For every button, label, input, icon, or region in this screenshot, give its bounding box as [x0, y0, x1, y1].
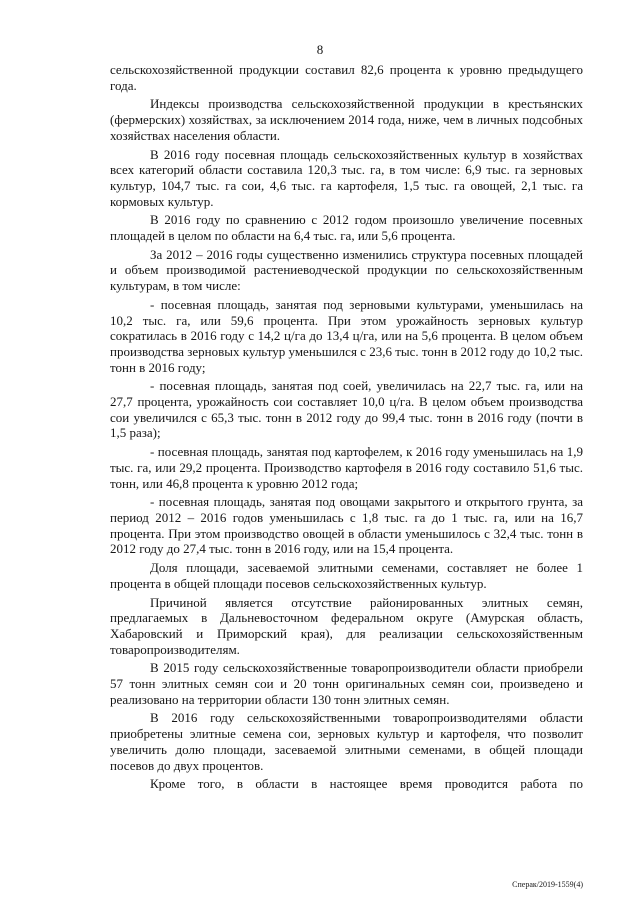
paragraph-area-increase: В 2016 году по сравнению с 2012 годом произошло увеличение посевных площадей в целом по области на 6,4 тыс. га, или 5,6 процента.: [110, 212, 583, 244]
document-body: [110, 62, 583, 795]
paragraph-moreover: Кроме того, в области в настоящее время проводится работа по: [150, 776, 583, 792]
paragraph-continuation: сельскохозяйственной продукции составил 82,6 процента к уровню предыдущего года.: [110, 62, 583, 93]
paragraph-2016-purchases: В 2016 году сельскохозяйственными товаропроизводителями области приобретены элитные семена сои, зерновых культур и картофеля, что позволит увеличить долю площади, засеваемой элитными семенами, в общей площади посевов до двух процентов.: [110, 710, 583, 773]
list-item-soy: - посевная площадь, занятая под соей, увеличилась на 22,7 тыс. га, или на 27,7 процента, урожайность сои составляет 10,0 ц/га. В целом объем производства сои увеличился с 65,3 тыс. тонн в 2012 году до 99,4 тыс. тонн в 2016 году (почти в 1,5 раза);: [110, 378, 583, 441]
paragraph-2015-purchases: В 2015 году сельскохозяйственные товаропроизводители области приобрели 57 тонн элитных семян сои и 20 тонн оригинальных семян сои, произведено и реализовано на территории области 130 тонн элитных семян.: [110, 660, 583, 707]
paragraph-structure-changes: За 2012 – 2016 годы существенно изменились структура посевных площадей и объем производимой растениеводческой продукции по сельскохозяйственным культурам, в том числе:: [110, 246, 583, 294]
list-item-potato: - посевная площадь, занятая под картофелем, к 2016 году уменьшилась на 1,9 тыс. га, или 29,2 процента. Производство картофеля в 2016 году составило 51,6 тыс. тонн, или 46,8 процента к уровню 2012 года;: [110, 444, 583, 491]
list-item-vegetables: - посевная площадь, занятая под овощами закрытого и открытого грунта, за период 2012 – 2016 годов уменьшилась с 1,8 тыс. га до 1 тыс. га, или на 16,7 процента. При этом производство овощей в области уменьшилось с 32,4 тыс. тонн в 2012 году до 27,4 тыс. тонн в 2016 году, или на 15,4 процента.: [110, 494, 583, 557]
paragraph-production-indices: Индексы производства сельскохозяйственной продукции в крестьянских (фермерских) хозяйствах, за исключением 2014 года, ниже, чем в личных подсобных хозяйствах населения области.: [110, 96, 583, 143]
paragraph-sown-area-2016: В 2016 году посевная площадь сельскохозяйственных культур в хозяйствах всех категорий области составила 120,3 тыс. га, в том числе: 6,9 тыс. га зерновых культур, 104,7 тыс. га сои, 4,6 тыс. га картофеля, 1,5 тыс. га овощей, 2,1 тыс. га кормовых культур.: [110, 146, 583, 209]
page-number: 8: [316, 42, 324, 57]
paragraph-elite-seeds-share: Доля площади, засеваемой элитными семенами, составляет не более 1 процента в общей площади посевов сельскохозяйственных культур.: [110, 560, 583, 591]
list-item-grain: - посевная площадь, занятая под зерновыми культурами, уменьшилась на 10,2 тыс. га, или 59,6 процента. При этом урожайность зерновых культур сократилась в 2016 году с 14,2 ц/га до 13,4 ц/га, или на 5,6 процента. В целом объем производства зерновых культур уменьшился с 23,6 тыс. тонн в 2012 году до 10,2 тыс. тонн в 2016 году;: [110, 296, 583, 375]
document-code: Сперак/2019-1559(4): [512, 880, 583, 889]
paragraph-reason: Причиной является отсутствие районированных элитных семян, предлагаемых в Дальневосточном федеральном округе (Амурская область, Хабаровский и Приморский края), для реализации сельскохозяйственным товаропроизводителям.: [110, 594, 583, 657]
